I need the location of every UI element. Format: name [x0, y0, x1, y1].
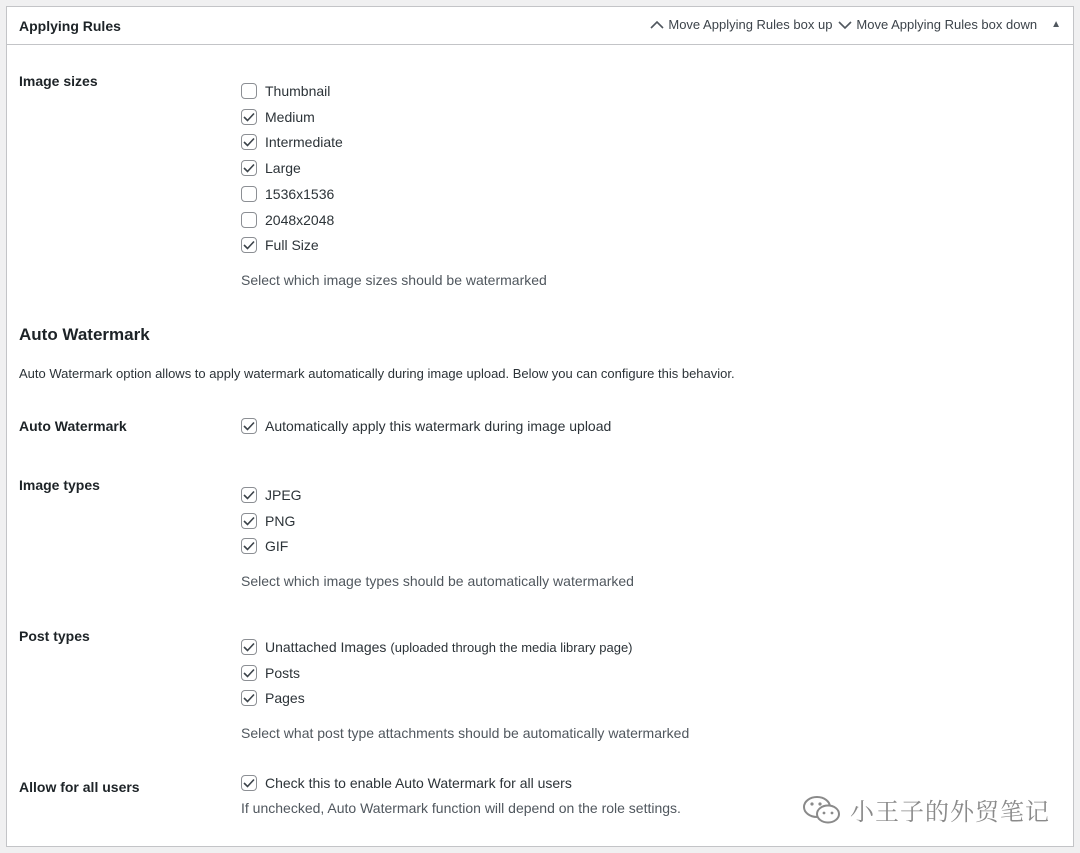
image-size-option[interactable]: [241, 212, 334, 228]
image-size-option[interactable]: [241, 186, 334, 202]
image-size-option-label: 1536x1536: [265, 185, 335, 202]
move-down-label: Move Applying Rules box down: [856, 17, 1038, 32]
image-type-option[interactable]: [241, 513, 295, 529]
auto-watermark-option-label: Automatically apply this watermark during image upload: [265, 418, 612, 434]
handle-actions: [644, 17, 1061, 32]
post-type-option[interactable]: [241, 639, 633, 655]
image-types-description: Select which image types should be automatically watermarked: [241, 573, 634, 589]
image-size-option-label: Large: [265, 160, 301, 177]
image-size-checkbox[interactable]: [241, 237, 257, 253]
toggle-panel-icon[interactable]: ▲: [1051, 19, 1061, 30]
post-type-option-label: Pages: [265, 690, 305, 706]
image-size-option[interactable]: [241, 109, 315, 125]
image-type-checkbox[interactable]: [241, 487, 257, 503]
chevron-down-icon: [838, 20, 852, 30]
all-users-checkbox[interactable]: [241, 775, 257, 791]
image-size-option-label: Full Size: [265, 237, 319, 254]
image-sizes-label: Image sizes: [19, 73, 98, 89]
move-up-button[interactable]: [650, 17, 832, 32]
post-type-option[interactable]: [241, 690, 305, 706]
move-up-label: Move Applying Rules box up: [668, 17, 833, 32]
image-type-option[interactable]: [241, 487, 302, 503]
overlay-watermark-text: 小王子的外贸笔记: [850, 799, 1050, 826]
auto-watermark-checkbox[interactable]: [241, 418, 257, 434]
post-type-checkbox[interactable]: [241, 690, 257, 706]
image-size-option[interactable]: [241, 134, 343, 150]
chevron-up-icon: [650, 20, 664, 30]
applying-rules-postbox: [6, 6, 1074, 847]
auto-watermark-label: Auto Watermark: [19, 418, 127, 434]
image-type-checkbox[interactable]: [241, 513, 257, 529]
image-size-checkbox[interactable]: [241, 186, 257, 202]
image-size-checkbox[interactable]: [241, 134, 257, 150]
image-type-option-label: GIF: [265, 538, 289, 555]
auto-watermark-option[interactable]: [241, 418, 611, 434]
image-size-option[interactable]: [241, 237, 319, 253]
box-title: Applying Rules: [19, 18, 121, 34]
post-type-option-label: Posts: [265, 664, 301, 681]
image-size-option-label: Intermediate: [265, 134, 343, 151]
all-users-label: Allow for all users: [19, 779, 140, 795]
auto-watermark-section-title: Auto Watermark: [19, 325, 150, 344]
image-type-checkbox[interactable]: [241, 538, 257, 554]
image-size-checkbox[interactable]: [241, 212, 257, 228]
all-users-option-label: Check this to enable Auto Watermark for all users: [265, 775, 572, 791]
image-sizes-description: Select which image sizes should be watermarked: [241, 272, 547, 288]
post-type-option-note: (uploaded through the media library page): [390, 639, 633, 655]
image-types-label: Image types: [19, 477, 100, 493]
all-users-description: If unchecked, Auto Watermark function will depend on the role settings.: [241, 800, 681, 816]
image-size-checkbox[interactable]: [241, 109, 257, 125]
image-type-option[interactable]: [241, 538, 288, 554]
post-types-description: Select what post type attachments should be automatically watermarked: [241, 725, 690, 741]
postbox-header: [7, 7, 1073, 45]
post-type-option[interactable]: [241, 665, 300, 681]
post-type-checkbox[interactable]: [241, 665, 257, 681]
post-type-option-label: Unattached Images: [265, 639, 387, 655]
image-size-option-label: Thumbnail: [265, 83, 331, 99]
image-size-checkbox[interactable]: [241, 83, 257, 99]
auto-watermark-section-description: Auto Watermark option allows to apply watermark automatically during image upload. Below you can configure this behavior.: [19, 366, 735, 381]
post-type-checkbox[interactable]: [241, 639, 257, 655]
move-down-button[interactable]: [838, 17, 1037, 32]
all-users-option[interactable]: [241, 775, 572, 791]
image-size-option[interactable]: [241, 160, 301, 176]
image-size-option-label: Medium: [265, 108, 315, 125]
image-type-option-label: JPEG: [265, 487, 302, 503]
image-size-option-label: 2048x2048: [265, 211, 335, 228]
post-types-label: Post types: [19, 628, 90, 644]
image-size-checkbox[interactable]: [241, 160, 257, 176]
image-size-option[interactable]: [241, 83, 330, 99]
wechat-icon: [802, 794, 842, 826]
image-type-option-label: PNG: [265, 512, 296, 529]
overlay-watermark: [802, 792, 1050, 827]
